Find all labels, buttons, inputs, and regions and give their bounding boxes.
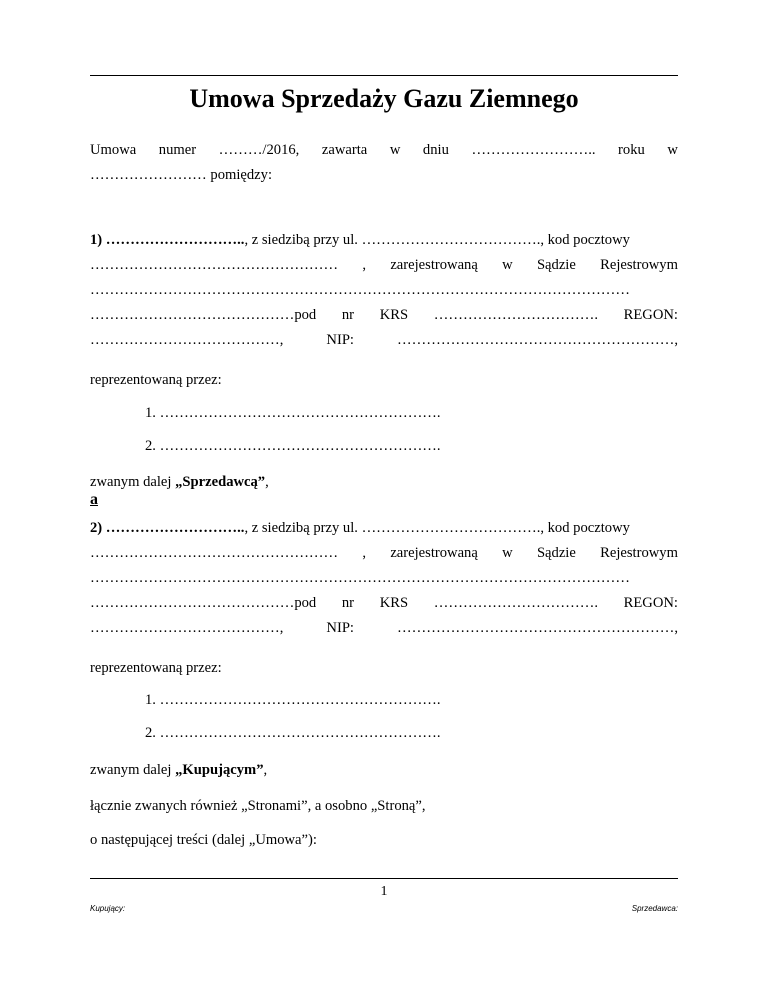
seller-field: KRS: [379, 307, 409, 323]
buyer-line-2: [90, 545, 678, 562]
seller-rep-2: 2. ………………………………………………….: [145, 438, 441, 454]
seller-field: Rejestrowym: [600, 257, 678, 273]
seller-called-prefix: zwanym dalej: [90, 474, 176, 490]
buyer-rep-1: 1. ………………………………………………….: [145, 692, 441, 708]
buyer-field: REGON:: [623, 595, 678, 611]
buyer-field: Rejestrowym: [600, 545, 678, 561]
intro-word: numer: [158, 142, 197, 158]
seller-field: ,: [362, 257, 367, 273]
buyer-called-name: „Kupującym”: [175, 762, 264, 778]
seller-field: zarejestrowaną: [390, 257, 478, 273]
seller-field: …………………………………,: [90, 332, 284, 348]
buyer-called-prefix: zwanym dalej: [90, 762, 176, 778]
seller-represented: reprezentowaną przez:: [90, 372, 222, 388]
conjunction: a: [90, 491, 98, 508]
buyer-line-3: …………………………………………………………………………………………………: [90, 570, 630, 586]
buyer-field: KRS: [379, 595, 409, 611]
intro-word: ……………………..: [471, 142, 596, 158]
buyer-called: [90, 762, 267, 779]
seller-field: …………………………………………………,: [397, 332, 678, 348]
top-rule: [90, 75, 678, 76]
document-title: Umowa Sprzedaży Gazu Ziemnego: [189, 84, 579, 113]
buyer-field: zarejestrowaną: [390, 545, 478, 561]
buyer-field: nr: [341, 595, 355, 611]
buyer-name: 2) ………………………..: [90, 520, 245, 536]
seller-line-4: [90, 307, 678, 324]
buyer-rep-2: 2. ………………………………………………….: [145, 725, 441, 741]
seller-called-suffix: ,: [265, 474, 269, 490]
page-number: 1: [380, 884, 388, 899]
seller-line-1: [90, 232, 678, 249]
buyer-field: …………………………………,: [90, 620, 284, 636]
footer-seller-label: Sprzedawca:: [631, 904, 678, 913]
seller-called: [90, 474, 269, 491]
buyer-field: …………………………….: [433, 595, 598, 611]
seller-field: ……………………………………………: [90, 257, 339, 273]
seller-line-3: …………………………………………………………………………………………………: [90, 282, 630, 298]
seller-field: NIP:: [326, 332, 354, 348]
intro-word: Umowa: [90, 142, 137, 158]
buyer-field: ,: [362, 545, 367, 561]
buyer-field: ……………………………………pod: [90, 595, 317, 611]
buyer-field: ……………………………………………: [90, 545, 339, 561]
buyer-line-4: [90, 595, 678, 612]
intro-word: w: [389, 142, 401, 158]
seller-field: REGON:: [623, 307, 678, 323]
seller-line-2: [90, 257, 678, 274]
seller-field: Sądzie: [536, 257, 576, 273]
buyer-field: …………………………………………………,: [397, 620, 678, 636]
intro-word: zawarta: [321, 142, 368, 158]
intro-word: ………/2016,: [218, 142, 300, 158]
seller-name: 1) ………………………..: [90, 232, 245, 248]
buyer-field: NIP:: [326, 620, 354, 636]
buyer-line-5: [90, 620, 678, 637]
intro-line-2: …………………… pomiędzy:: [90, 167, 273, 183]
intro-line-1: [90, 142, 678, 159]
seller-address: , z siedzibą przy ul. ………………………………., kod pocztowy: [244, 232, 630, 248]
buyer-address: , z siedzibą przy ul. ………………………………., kod pocztowy: [244, 520, 630, 536]
intro-word: dniu: [422, 142, 449, 158]
jointly-called: łącznie zwanych również „Stronami”, a osobno „Stroną”,: [90, 798, 426, 814]
intro-word: w: [667, 142, 678, 158]
buyer-called-suffix: ,: [263, 762, 268, 778]
seller-field: nr: [341, 307, 355, 323]
intro-word: roku: [618, 142, 645, 158]
seller-field: …………………………….: [433, 307, 598, 323]
seller-field: w: [502, 257, 513, 273]
seller-rep-1: 1. ………………………………………………….: [145, 405, 441, 421]
buyer-represented: reprezentowaną przez:: [90, 660, 222, 676]
seller-called-name: „Sprzedawcą”: [175, 474, 266, 490]
seller-line-5: [90, 332, 678, 349]
content-intro: o następującej treści (dalej „Umowa”):: [90, 832, 317, 848]
buyer-line-1: [90, 520, 678, 537]
buyer-field: w: [502, 545, 513, 561]
footer-buyer-label: Kupujący:: [90, 904, 126, 913]
seller-field: ……………………………………pod: [90, 307, 317, 323]
footer-rule: [90, 878, 678, 879]
buyer-field: Sądzie: [536, 545, 576, 561]
